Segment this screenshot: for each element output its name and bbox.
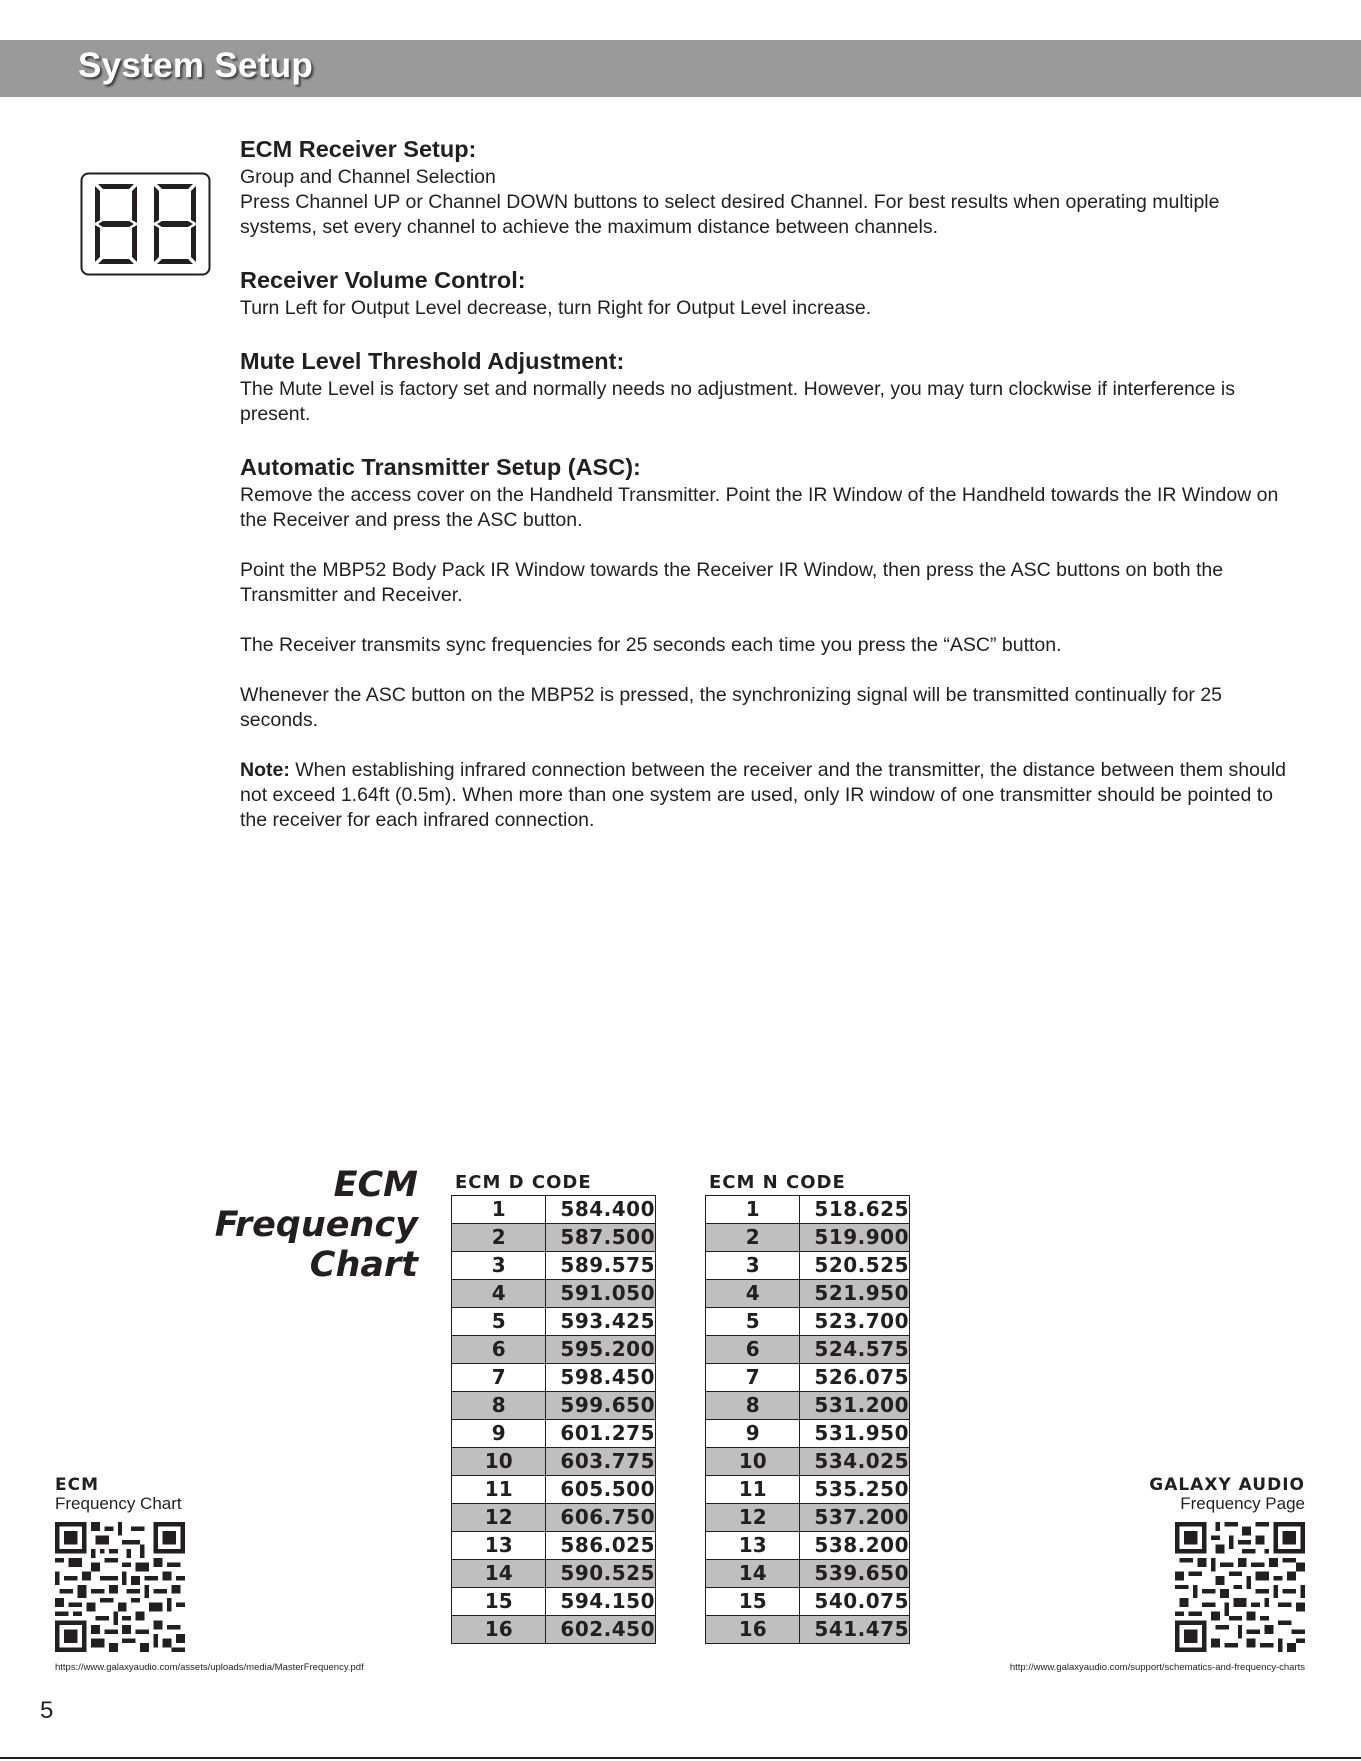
table-row bbox=[452, 1532, 656, 1560]
channel-cell: 2 bbox=[452, 1224, 546, 1252]
table-row bbox=[452, 1476, 656, 1504]
page-title: System Setup bbox=[78, 46, 314, 85]
table-row bbox=[706, 1504, 910, 1532]
frequency-cell: 518.625 bbox=[800, 1196, 910, 1224]
table-row bbox=[452, 1420, 656, 1448]
frequency-cell: 540.075 bbox=[800, 1588, 910, 1616]
channel-cell: 6 bbox=[452, 1336, 546, 1364]
chart-title-line-2: Frequency bbox=[214, 1205, 418, 1245]
channel-cell: 9 bbox=[706, 1420, 800, 1448]
qr-code-icon[interactable] bbox=[55, 1522, 185, 1652]
table-row bbox=[706, 1420, 910, 1448]
channel-cell: 15 bbox=[452, 1588, 546, 1616]
asc-paragraph-1: Remove the access cover on the Handheld Transmitter. Point the IR Window of the Handheld towards the IR Window on the Receiver and press the ASC button. bbox=[240, 484, 1279, 531]
volume-section bbox=[240, 264, 1290, 321]
channel-cell: 3 bbox=[452, 1252, 546, 1280]
chart-title-line-3: Chart bbox=[309, 1245, 418, 1285]
frequency-cell: 531.950 bbox=[800, 1420, 910, 1448]
frequency-cell: 523.700 bbox=[800, 1308, 910, 1336]
channel-cell: 10 bbox=[452, 1448, 546, 1476]
frequency-cell: 590.525 bbox=[546, 1560, 656, 1588]
table-row bbox=[452, 1196, 656, 1224]
n-code-table-block bbox=[705, 1171, 910, 1644]
qr-right-url[interactable]: http://www.galaxyaudio.com/support/schematics-and-frequency-charts bbox=[1009, 1662, 1305, 1673]
qr-left-label: Frequency Chart bbox=[55, 1494, 182, 1513]
frequency-cell: 594.150 bbox=[546, 1588, 656, 1616]
table-row bbox=[706, 1280, 910, 1308]
channel-cell: 7 bbox=[706, 1364, 800, 1392]
table-row bbox=[706, 1336, 910, 1364]
table-row bbox=[452, 1224, 656, 1252]
bottom-rule bbox=[0, 1757, 1361, 1759]
channel-cell: 16 bbox=[452, 1616, 546, 1644]
frequency-cell: 526.075 bbox=[800, 1364, 910, 1392]
table-row bbox=[706, 1588, 910, 1616]
volume-title: Receiver Volume Control: bbox=[240, 267, 526, 293]
channel-cell: 4 bbox=[452, 1280, 546, 1308]
channel-cell: 16 bbox=[706, 1616, 800, 1644]
table-row bbox=[452, 1252, 656, 1280]
channel-cell: 5 bbox=[452, 1308, 546, 1336]
mute-body: The Mute Level is factory set and normally needs no adjustment. However, you may turn clockwise if interference is present. bbox=[240, 378, 1235, 425]
channel-cell: 11 bbox=[452, 1476, 546, 1504]
asc-paragraph-2: Point the MBP52 Body Pack IR Window towards the Receiver IR Window, then press the ASC buttons on both the Transmitter and Receiver. bbox=[240, 559, 1224, 606]
frequency-cell: 589.575 bbox=[546, 1252, 656, 1280]
channel-cell: 2 bbox=[706, 1224, 800, 1252]
table-row bbox=[706, 1616, 910, 1644]
table-row bbox=[706, 1392, 910, 1420]
table-row bbox=[706, 1560, 910, 1588]
frequency-cell: 520.525 bbox=[800, 1252, 910, 1280]
table-row bbox=[452, 1392, 656, 1420]
frequency-cell: 531.200 bbox=[800, 1392, 910, 1420]
table-row bbox=[706, 1448, 910, 1476]
asc-title: Automatic Transmitter Setup (ASC): bbox=[240, 454, 641, 480]
qr-right-label: Frequency Page bbox=[1180, 1494, 1305, 1513]
n-code-heading: ECM N CODE bbox=[709, 1172, 846, 1193]
channel-cell: 15 bbox=[706, 1588, 800, 1616]
channel-cell: 6 bbox=[706, 1336, 800, 1364]
table-row bbox=[706, 1196, 910, 1224]
frequency-cell: 605.500 bbox=[546, 1476, 656, 1504]
chart-title-line-1: ECM bbox=[333, 1165, 418, 1205]
header-bar bbox=[0, 40, 1361, 97]
table-row bbox=[452, 1616, 656, 1644]
ecm-logo: ECM bbox=[55, 1475, 100, 1495]
table-row bbox=[452, 1588, 656, 1616]
asc-section bbox=[240, 451, 1290, 833]
d-code-table bbox=[451, 1195, 656, 1644]
note-body: When establishing infrared connection between the receiver and the transmitter, the distance between them should not exceed 1.64ft (0.5m). When more than one system are used, only IR window of one transmitter should be pointed to the receiver for each infrared connection. bbox=[240, 759, 1287, 831]
channel-cell: 1 bbox=[706, 1196, 800, 1224]
volume-body: Turn Left for Output Level decrease, turn Right for Output Level increase. bbox=[240, 297, 872, 319]
table-row bbox=[452, 1560, 656, 1588]
asc-paragraph-4: Whenever the ASC button on the MBP52 is pressed, the synchronizing signal will be transmitted continually for 25 seconds. bbox=[240, 684, 1223, 731]
qr-right-block bbox=[1149, 1476, 1305, 1652]
ecm-receiver-subtitle: Group and Channel Selection bbox=[240, 166, 496, 188]
frequency-cell: 584.400 bbox=[546, 1196, 656, 1224]
table-row bbox=[452, 1280, 656, 1308]
frequency-cell: 535.250 bbox=[800, 1476, 910, 1504]
frequency-cell: 587.500 bbox=[546, 1224, 656, 1252]
frequency-cell: 586.025 bbox=[546, 1532, 656, 1560]
asc-note bbox=[240, 758, 1290, 833]
d-code-table-block bbox=[451, 1171, 656, 1644]
frequency-chart-title bbox=[215, 1165, 418, 1285]
channel-cell: 10 bbox=[706, 1448, 800, 1476]
d-code-heading: ECM D CODE bbox=[455, 1172, 592, 1193]
frequency-cell: 602.450 bbox=[546, 1616, 656, 1644]
frequency-cell: 539.650 bbox=[800, 1560, 910, 1588]
galaxy-audio-logo: GALAXY AUDIO bbox=[1149, 1475, 1305, 1495]
channel-cell: 13 bbox=[452, 1532, 546, 1560]
frequency-cell: 599.650 bbox=[546, 1392, 656, 1420]
frequency-cell: 595.200 bbox=[546, 1336, 656, 1364]
table-row bbox=[706, 1364, 910, 1392]
page-number: 5 bbox=[40, 1697, 54, 1724]
frequency-cell: 534.025 bbox=[800, 1448, 910, 1476]
mute-title: Mute Level Threshold Adjustment: bbox=[240, 348, 625, 374]
table-row bbox=[452, 1364, 656, 1392]
frequency-cell: 541.475 bbox=[800, 1616, 910, 1644]
channel-cell: 14 bbox=[452, 1560, 546, 1588]
channel-cell: 1 bbox=[452, 1196, 546, 1224]
channel-cell: 12 bbox=[706, 1504, 800, 1532]
qr-code-icon[interactable] bbox=[1175, 1522, 1305, 1652]
n-code-table bbox=[705, 1195, 910, 1644]
channel-cell: 8 bbox=[706, 1392, 800, 1420]
table-row bbox=[706, 1252, 910, 1280]
table-row bbox=[706, 1476, 910, 1504]
table-row bbox=[452, 1308, 656, 1336]
channel-cell: 12 bbox=[452, 1504, 546, 1532]
frequency-cell: 524.575 bbox=[800, 1336, 910, 1364]
table-row bbox=[706, 1308, 910, 1336]
frequency-cell: 598.450 bbox=[546, 1364, 656, 1392]
ecm-receiver-body: Press Channel UP or Channel DOWN buttons to select desired Channel. For best results when operating multiple systems, set every channel to achieve the maximum distance between channels. bbox=[240, 191, 1220, 238]
channel-cell: 13 bbox=[706, 1532, 800, 1560]
frequency-cell: 537.200 bbox=[800, 1504, 910, 1532]
frequency-cell: 601.275 bbox=[546, 1420, 656, 1448]
table-row bbox=[706, 1532, 910, 1560]
mute-section bbox=[240, 345, 1290, 427]
ecm-receiver-title: ECM Receiver Setup: bbox=[240, 136, 477, 162]
setup-instructions bbox=[240, 133, 1290, 858]
channel-cell: 3 bbox=[706, 1252, 800, 1280]
ecm-receiver-section bbox=[240, 133, 1290, 240]
channel-cell: 11 bbox=[706, 1476, 800, 1504]
channel-cell: 7 bbox=[452, 1364, 546, 1392]
channel-cell: 8 bbox=[452, 1392, 546, 1420]
channel-cell: 4 bbox=[706, 1280, 800, 1308]
qr-left-url[interactable]: https://www.galaxyaudio.com/assets/uploads/media/MasterFrequency.pdf bbox=[55, 1662, 364, 1673]
channel-cell: 9 bbox=[452, 1420, 546, 1448]
table-row bbox=[706, 1224, 910, 1252]
table-row bbox=[452, 1504, 656, 1532]
table-row bbox=[452, 1336, 656, 1364]
frequency-cell: 603.775 bbox=[546, 1448, 656, 1476]
channel-cell: 5 bbox=[706, 1308, 800, 1336]
qr-left-block bbox=[55, 1476, 185, 1652]
frequency-cell: 591.050 bbox=[546, 1280, 656, 1308]
table-row bbox=[452, 1448, 656, 1476]
frequency-cell: 519.900 bbox=[800, 1224, 910, 1252]
channel-cell: 14 bbox=[706, 1560, 800, 1588]
frequency-cell: 521.950 bbox=[800, 1280, 910, 1308]
frequency-cell: 606.750 bbox=[546, 1504, 656, 1532]
note-label: Note: bbox=[240, 759, 290, 781]
frequency-cell: 593.425 bbox=[546, 1308, 656, 1336]
asc-paragraph-3: The Receiver transmits sync frequencies for 25 seconds each time you press the “ASC” button. bbox=[240, 634, 1062, 656]
frequency-cell: 538.200 bbox=[800, 1532, 910, 1560]
seven-segment-display-icon bbox=[80, 172, 211, 276]
